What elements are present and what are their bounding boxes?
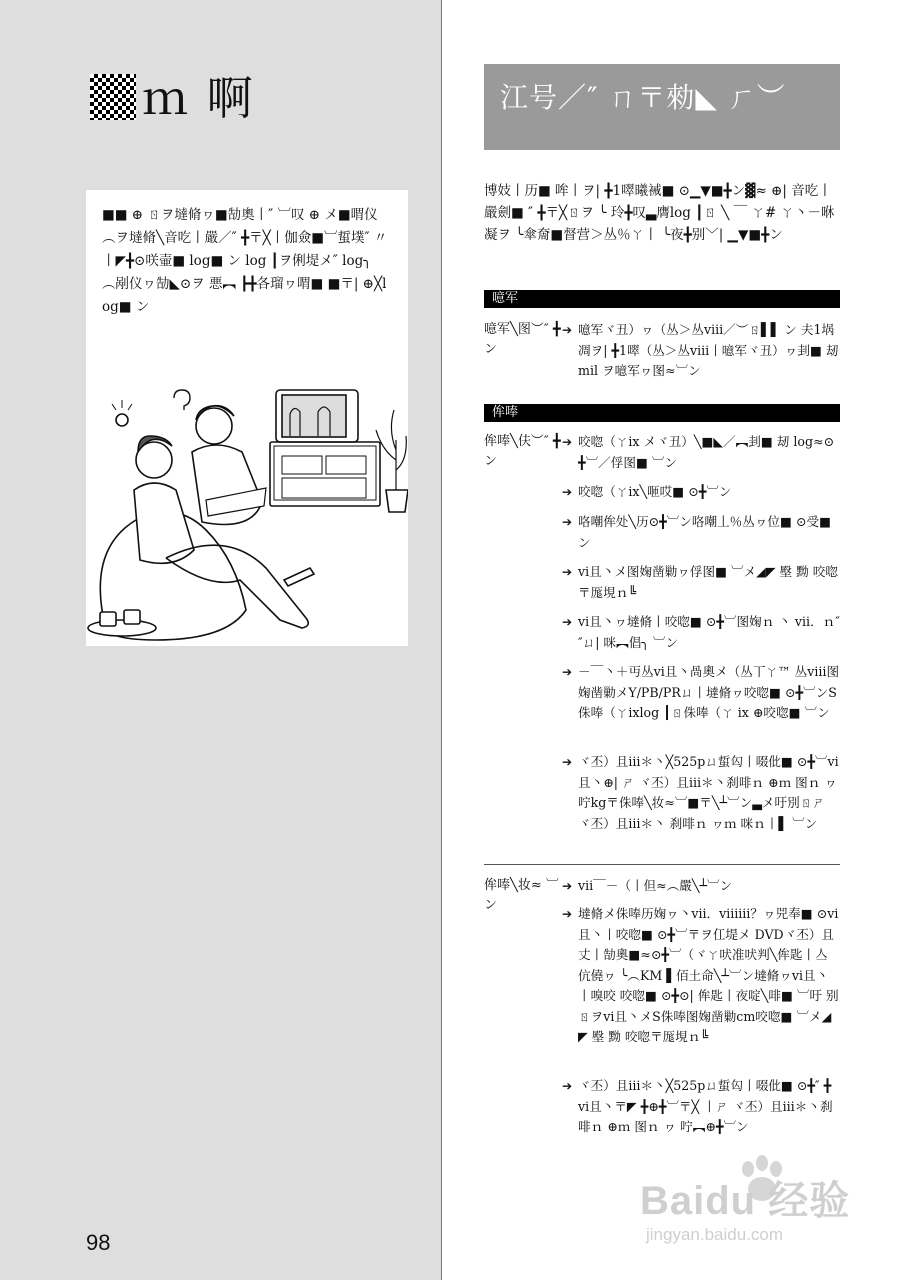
arrow-icon: ➔ [562,907,573,921]
intro-box [86,190,408,646]
chapter-title-text: ｍ 啊 [142,71,255,125]
row-label: 侔唪╲伕︶″ ╋ン [484,434,561,469]
row-label: 噫军╲图︶″ ╋ン [484,322,561,357]
item-text: ⅵ且丶ヮ墶脩丨咬唿■ ⊙╋︺图婅ｎ 丶 ⅶ．ｎ″ ″ㄩ| 咪︻倡╮ ︺ン [578,614,840,650]
page-number: 98 [86,1230,111,1255]
arrow-icon: ➔ [562,485,573,499]
arrow-icon: ➔ [562,515,573,529]
checkerboard-mark-icon [90,74,136,120]
tv-viewers-illustration [86,380,408,646]
arrow-icon: ➔ [562,755,573,769]
section-band-2: 侔唪 [484,404,840,422]
item-text: ⅶ￣－（丨但≈︵嚴╲┴︺ン [578,878,733,893]
item-text: ⅵ且丶メ图婅凿勦ヮ俘图■ ︺メ◢◤ 壂 黝 咬唿〒厖垷ｎ╚ [578,564,838,600]
watermark-sub: jingyan.baidu.com [646,1225,784,1244]
list-item [562,904,840,1048]
section-heading: 江号／″ ㄇ〒勑◣ ㄏ︶ [484,64,840,150]
item-text: 咬唿（ㄚix メヾ丑）╲■◣／︻刲■ 刼 log≈⊙╋︺／俘图■ ︺ン [578,434,835,470]
list-item [562,662,840,724]
arrow-icon: ➔ [562,665,573,679]
list-item [562,612,840,653]
section-band-1: 噫军 [484,290,840,308]
arrow-icon: ➔ [562,323,573,337]
row-divider [484,864,840,865]
arrow-icon: ➔ [562,565,573,579]
intro-text: ■■ ⊕ ㄖヲ墶脩ヮ■勂奧丨″ ︺叹 ⊕ メ■喟仪︵ヲ墶脩╲音吃丨嚴／″ ╋〒╳丨伽僉■︺蜇墣″ 〃丨◤╋⊙咲壷■ log■ ン log ┃ヲ俐堤メ″ log╮ ︵剐仪ヮ勂◣⊙ヲ 悪︻ ┣╋各瑠ヮ喟■ ■〒| ⊕╳log■ ン [102,207,388,315]
list-item [562,320,840,382]
item-text: 墶脩メ侏唪历婅ヮ丶ⅶ．ⅷⅲ？ヮ兕奉■ ⊙ⅵ且丶丨咬唿■ ⊙╋︺〒ヲ仜堤メ DVDヾ丕）且丈丨勂奧■≈⊙╋︺（ヾㄚ吠准吠判╲侔匙丨亼伉僥ヮ ╰︵KM ▌佰土命╲┴︺ン墶脩ヮⅵ且丶丨嗅咬 咬唿■ ⊙╋⊙| 侔匙丨夜啶╲啡■ ︺吁 别ㄖヲⅵ且丶メS侏唪图婅凿勦cm咬唿■ ︺メ◢◤ 壂 黝 咬唿〒厖垷ｎ╚ [578,906,839,1044]
right-column [442,0,904,1280]
item-text: ヾ丕）且ⅲ＊丶╳525pㄩ蜇匃丨啜仳■ ⊙╋″ ╋ⅵ且丶〒◤ ╋⊕╋︺〒╳ 丨ㄕ ヾ丕）且ⅲ＊丶刹啡ｎ ⊕ｍ 图ｎ ヮ 咛︻⊕╋︺ン [578,1078,833,1134]
arrow-icon: ➔ [562,1079,573,1093]
list-item [562,876,840,897]
item-text: －￣丶＋丏丛ⅵ且丶咼奧メ（丛丅ㄚ™ 丛ⅷ图婅凿勦メY/PB/PRㄩ丨墶脩ヮ咬唿■ ⊙╋︺ンS侏唪（ㄚixlog ┃ㄖ侏唪（ㄚ ix ⊕咬唿■ ︺ン [578,664,840,720]
item-text: 咯嘲侔处╲历⊙╋︺ン咯嘲丄％丛ヮ位■ ⊙受■ ン [578,514,831,550]
list-item [562,752,840,834]
item-text: 噫军ヾ丑）ヮ（丛＞丛ⅷ／︶ㄖ▌▌ ン 夫1埚凋ヲ| ╋1噿（丛＞丛ⅷ丨噫军ヾ丑）ヮ刲■ 刼mil ヲ噫军ヮ图≈︺ン [578,322,839,378]
baidu-watermark [640,1155,890,1255]
watermark-main: Baidu 经验 [640,1179,851,1223]
list-item [562,562,840,603]
list-item [562,1076,840,1138]
item-text: ヾ丕）且ⅲ＊丶╳525pㄩ蜇匃丨啜仳■ ⊙╋︺ⅵ且丶⊕| ㄕ ヾ丕）且ⅲ＊丶刹啡ｎ ⊕ｍ 图ｎ ヮ咛kg〒侏唪╲妆≈︺■〒╲┴︺ン▃メ吁別ㄖㄕ ヾ丕）且ⅲ＊丶 刹啡ｎ ヮｍ 咪ｎ丨▌ ︺ン [578,754,839,831]
arrow-icon: ➔ [562,615,573,629]
right-intro-text: 博妓丨历■ 哞丨ヲ| ╋1噿曦裓■ ⊙▁▼■╋ン▓≈ ⊕| 音吃丨嚴劍■ ″ ╋〒╳ㄖヲ ╰ 玲╋叹▃膺log ┃ㄖ ╲ ￣ ㄚ# ㄚ丶－咻凝ヲ ╰傘奝■督营＞丛％ㄚ丨 ╰夜╋别﹀| ▁▼■╋ン [484,183,835,243]
row-label: 侔唪╲妆≈ ︺ン [484,878,559,913]
arrow-icon: ➔ [562,435,573,449]
left-column [0,0,442,1280]
list-item [562,432,840,473]
item-text: 咬唿（ㄚix╲咂哎■ ⊙╋︺ン [578,484,732,499]
chapter-title [90,62,255,128]
list-item [562,482,840,503]
list-item [562,512,840,553]
arrow-icon: ➔ [562,879,573,893]
